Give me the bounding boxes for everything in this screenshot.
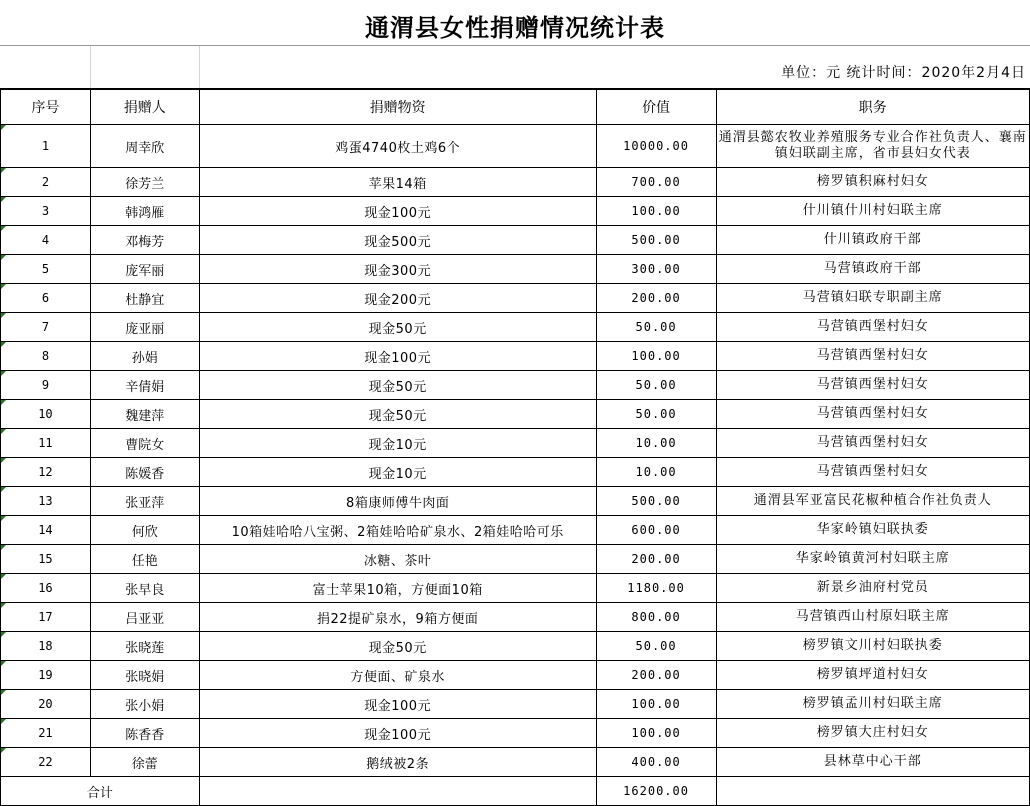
number-as-text-indicator-icon: [1, 125, 6, 130]
cell-value[interactable]: 500.00: [596, 487, 716, 516]
cell-duty[interactable]: 新景乡油府村党员: [716, 574, 1029, 603]
cell-items[interactable]: 方便面、矿泉水: [199, 661, 596, 690]
table-row: [1, 429, 1030, 458]
number-as-text-indicator-icon: [1, 342, 6, 347]
table-row: [1, 313, 1030, 342]
header-items[interactable]: 捐赠物资: [199, 90, 596, 125]
total-value[interactable]: 16200.00: [596, 777, 716, 806]
cell-value[interactable]: 50.00: [596, 400, 716, 429]
table-row: [1, 719, 1030, 748]
cell-index-text: 14: [38, 523, 53, 537]
cell-donor[interactable]: 庞亚丽: [90, 313, 199, 342]
cell-donor[interactable]: 何欣: [90, 516, 199, 545]
cell-items[interactable]: 10箱娃哈哈八宝粥、2箱娃哈哈矿泉水、2箱娃哈哈可乐: [199, 516, 596, 545]
cell-index-text: 16: [38, 581, 53, 595]
cell-index-text: 7: [41, 320, 50, 334]
cell-index-text: 9: [41, 378, 50, 392]
number-as-text-indicator-icon: [1, 429, 6, 434]
cell-items[interactable]: 苹果14箱: [199, 168, 596, 197]
number-as-text-indicator-icon: [1, 458, 6, 463]
cell-items[interactable]: 现金10元: [199, 429, 596, 458]
cell-index-text: 19: [38, 668, 53, 682]
cell-index[interactable]: [1, 313, 91, 342]
cell-duty[interactable]: 马营镇西堡村妇女: [716, 400, 1029, 429]
table-row: [1, 748, 1030, 777]
cell-items[interactable]: 鸡蛋4740枚土鸡6个: [199, 125, 596, 168]
cell-duty[interactable]: 马营镇政府干部: [716, 255, 1029, 284]
cell-index[interactable]: [1, 458, 91, 487]
unit-and-date: 单位：元 统计时间：2020年2月4日: [781, 65, 1026, 81]
cell-value[interactable]: 100.00: [596, 342, 716, 371]
number-as-text-indicator-icon: [1, 545, 6, 550]
cell-donor[interactable]: 任艳: [90, 545, 199, 574]
cell-index[interactable]: [1, 400, 91, 429]
cell-index[interactable]: [1, 371, 91, 400]
cell-donor[interactable]: 张晓娟: [90, 661, 199, 690]
cell-index[interactable]: [1, 748, 91, 777]
cell-index[interactable]: [1, 574, 91, 603]
table-row: [1, 458, 1030, 487]
cell-duty[interactable]: 榜罗镇孟川村妇联主席: [716, 690, 1029, 719]
cell-duty[interactable]: 马营镇西堡村妇女: [716, 371, 1029, 400]
number-as-text-indicator-icon: [1, 748, 6, 753]
cell-items[interactable]: 现金50元: [199, 400, 596, 429]
cell-index-text: 3: [41, 204, 50, 218]
number-as-text-indicator-icon: [1, 168, 6, 173]
cell-index-text: 17: [38, 610, 53, 624]
cell-donor[interactable]: 庞军丽: [90, 255, 199, 284]
table-row: [1, 603, 1030, 632]
cell-index-text: 18: [38, 639, 53, 653]
number-as-text-indicator-icon: [1, 255, 6, 260]
cell-donor[interactable]: 张晓莲: [90, 632, 199, 661]
cell-duty[interactable]: 马营镇西堡村妇女: [716, 458, 1029, 487]
cell-index[interactable]: [1, 603, 91, 632]
total-duty-empty[interactable]: [716, 777, 1029, 806]
cell-index[interactable]: [1, 255, 91, 284]
cell-value[interactable]: 50.00: [596, 313, 716, 342]
cell-index[interactable]: [1, 661, 91, 690]
table-row: [1, 371, 1030, 400]
cell-index-text: 2: [41, 175, 50, 189]
cell-index[interactable]: [1, 168, 91, 197]
cell-index[interactable]: [1, 487, 91, 516]
cell-value[interactable]: 400.00: [596, 748, 716, 777]
table-row: [1, 197, 1030, 226]
cell-duty[interactable]: 华家岭镇黄河村妇联主席: [716, 545, 1029, 574]
page-title: 通渭县女性捐赠情况统计表: [365, 13, 665, 42]
cell-duty[interactable]: 马营镇西堡村妇女: [716, 429, 1029, 458]
table-row: [1, 574, 1030, 603]
cell-value[interactable]: 700.00: [596, 168, 716, 197]
cell-donor[interactable]: 孙娟: [90, 342, 199, 371]
cell-index[interactable]: [1, 690, 91, 719]
header-value[interactable]: 价值: [596, 90, 716, 125]
cell-duty[interactable]: 县林草中心干部: [716, 748, 1029, 777]
cell-items[interactable]: 现金500元: [199, 226, 596, 255]
table-row: [1, 661, 1030, 690]
cell-index-text: 5: [41, 262, 50, 276]
cell-index-text: 13: [38, 494, 53, 508]
cell-donor[interactable]: 杜静宜: [90, 284, 199, 313]
cell-index-text: 11: [38, 436, 53, 450]
cell-donor[interactable]: 辛倩娟: [90, 371, 199, 400]
cell-duty[interactable]: 什川镇政府干部: [716, 226, 1029, 255]
cell-duty[interactable]: 榜罗镇大庄村妇女: [716, 719, 1029, 748]
table-row: [1, 342, 1030, 371]
cell-index[interactable]: [1, 342, 91, 371]
cell-value[interactable]: 10000.00: [596, 125, 716, 168]
cell-items[interactable]: 鹅绒被2条: [199, 748, 596, 777]
table-row: [1, 545, 1030, 574]
number-as-text-indicator-icon: [1, 719, 6, 724]
number-as-text-indicator-icon: [1, 690, 6, 695]
cell-items[interactable]: 富士苹果10箱，方便面10箱: [199, 574, 596, 603]
cell-index[interactable]: [1, 545, 91, 574]
cell-index[interactable]: [1, 632, 91, 661]
cell-items[interactable]: 现金50元: [199, 313, 596, 342]
cell-value[interactable]: 10.00: [596, 429, 716, 458]
cell-duty[interactable]: 马营镇西堡村妇女: [716, 342, 1029, 371]
cell-value[interactable]: 100.00: [596, 719, 716, 748]
cell-value[interactable]: 50.00: [596, 371, 716, 400]
cell-donor[interactable]: 张早良: [90, 574, 199, 603]
cell-duty[interactable]: 榜罗镇积麻村妇女: [716, 168, 1029, 197]
cell-items[interactable]: 现金100元: [199, 197, 596, 226]
gridline: [90, 46, 91, 88]
table-row: [1, 255, 1030, 284]
cell-items[interactable]: 现金300元: [199, 255, 596, 284]
number-as-text-indicator-icon: [1, 400, 6, 405]
table-row: [1, 632, 1030, 661]
cell-index[interactable]: [1, 719, 91, 748]
cell-duty[interactable]: 榜罗镇文川村妇联执委: [716, 632, 1029, 661]
cell-value[interactable]: 10.00: [596, 458, 716, 487]
cell-index[interactable]: [1, 125, 91, 168]
total-label[interactable]: 合计: [1, 777, 200, 806]
cell-items[interactable]: 现金100元: [199, 719, 596, 748]
cell-value[interactable]: 100.00: [596, 197, 716, 226]
number-as-text-indicator-icon: [1, 632, 6, 637]
cell-value[interactable]: 200.00: [596, 545, 716, 574]
number-as-text-indicator-icon: [1, 574, 6, 579]
cell-duty[interactable]: 通渭县懿农牧业养殖服务专业合作社负责人、襄南镇妇联副主席，省市县妇女代表: [716, 125, 1029, 168]
cell-donor[interactable]: 陈香香: [90, 719, 199, 748]
cell-donor[interactable]: 陈媛香: [90, 458, 199, 487]
cell-items[interactable]: 现金100元: [199, 690, 596, 719]
cell-duty[interactable]: 马营镇西堡村妇女: [716, 313, 1029, 342]
cell-items[interactable]: 冰糖、茶叶: [199, 545, 596, 574]
cell-value[interactable]: 600.00: [596, 516, 716, 545]
title-row: [0, 0, 1030, 46]
cell-duty[interactable]: 华家岭镇妇联执委: [716, 516, 1029, 545]
cell-items[interactable]: 现金50元: [199, 632, 596, 661]
cell-duty[interactable]: 什川镇什川村妇联主席: [716, 197, 1029, 226]
cell-index[interactable]: [1, 197, 91, 226]
cell-value[interactable]: 50.00: [596, 632, 716, 661]
cell-index[interactable]: [1, 429, 91, 458]
cell-donor[interactable]: 徐芳兰: [90, 168, 199, 197]
table-row: [1, 516, 1030, 545]
cell-donor[interactable]: 魏建萍: [90, 400, 199, 429]
cell-donor[interactable]: 徐蕾: [90, 748, 199, 777]
header-duty[interactable]: 职务: [716, 90, 1029, 125]
cell-index-text: 15: [38, 552, 53, 566]
cell-index[interactable]: [1, 226, 91, 255]
number-as-text-indicator-icon: [1, 487, 6, 492]
table-row: [1, 487, 1030, 516]
table-row: [1, 125, 1030, 168]
cell-index-text: 21: [38, 726, 53, 740]
gridline: [199, 46, 200, 88]
cell-index[interactable]: [1, 284, 91, 313]
cell-donor[interactable]: 曹院女: [90, 429, 199, 458]
cell-index-text: 22: [38, 755, 53, 769]
cell-items[interactable]: 8箱康师傅牛肉面: [199, 487, 596, 516]
number-as-text-indicator-icon: [1, 226, 6, 231]
table-row: [1, 284, 1030, 313]
cell-donor[interactable]: 张亚萍: [90, 487, 199, 516]
number-as-text-indicator-icon: [1, 313, 6, 318]
number-as-text-indicator-icon: [1, 661, 6, 666]
cell-items[interactable]: 现金50元: [199, 371, 596, 400]
cell-index-text: 8: [41, 349, 50, 363]
cell-value[interactable]: 100.00: [596, 690, 716, 719]
cell-value[interactable]: 200.00: [596, 284, 716, 313]
table-row: [1, 690, 1030, 719]
number-as-text-indicator-icon: [1, 284, 6, 289]
cell-donor[interactable]: 邓梅芳: [90, 226, 199, 255]
info-row: [0, 46, 1030, 89]
cell-value[interactable]: 800.00: [596, 603, 716, 632]
cell-items[interactable]: 现金200元: [199, 284, 596, 313]
cell-items[interactable]: 现金10元: [199, 458, 596, 487]
cell-index-text: 6: [41, 291, 50, 305]
cell-value[interactable]: 500.00: [596, 226, 716, 255]
cell-index[interactable]: [1, 516, 91, 545]
donation-table: [0, 89, 1030, 806]
cell-duty[interactable]: 榜罗镇坪道村妇女: [716, 661, 1029, 690]
cell-duty[interactable]: 马营镇西山村原妇联主席: [716, 603, 1029, 632]
cell-value[interactable]: 200.00: [596, 661, 716, 690]
cell-items[interactable]: 捐22提矿泉水，9箱方便面: [199, 603, 596, 632]
cell-index-text: 20: [38, 697, 53, 711]
cell-donor[interactable]: 吕亚亚: [90, 603, 199, 632]
table-row: [1, 226, 1030, 255]
total-items-empty[interactable]: [199, 777, 596, 806]
cell-value[interactable]: 300.00: [596, 255, 716, 284]
number-as-text-indicator-icon: [1, 197, 6, 202]
cell-index-text: 4: [41, 233, 50, 247]
header-index[interactable]: 序号: [1, 90, 91, 125]
cell-index-text: 10: [38, 407, 53, 421]
header-donor[interactable]: 捐赠人: [90, 90, 199, 125]
cell-duty[interactable]: 马营镇妇联专职副主席: [716, 284, 1029, 313]
number-as-text-indicator-icon: [1, 371, 6, 376]
number-as-text-indicator-icon: [1, 603, 6, 608]
cell-donor[interactable]: 张小娟: [90, 690, 199, 719]
table-row: [1, 168, 1030, 197]
total-row: [1, 777, 1030, 806]
cell-duty[interactable]: 通渭县军亚富民花椒种植合作社负责人: [716, 487, 1029, 516]
cell-donor[interactable]: 周幸欣: [90, 125, 199, 168]
cell-donor[interactable]: 韩鸿雁: [90, 197, 199, 226]
cell-value[interactable]: 1180.00: [596, 574, 716, 603]
cell-index-text: 12: [38, 465, 53, 479]
cell-index-text: 1: [41, 139, 50, 153]
table-row: [1, 400, 1030, 429]
cell-items[interactable]: 现金100元: [199, 342, 596, 371]
number-as-text-indicator-icon: [1, 516, 6, 521]
header-row: [1, 90, 1030, 125]
